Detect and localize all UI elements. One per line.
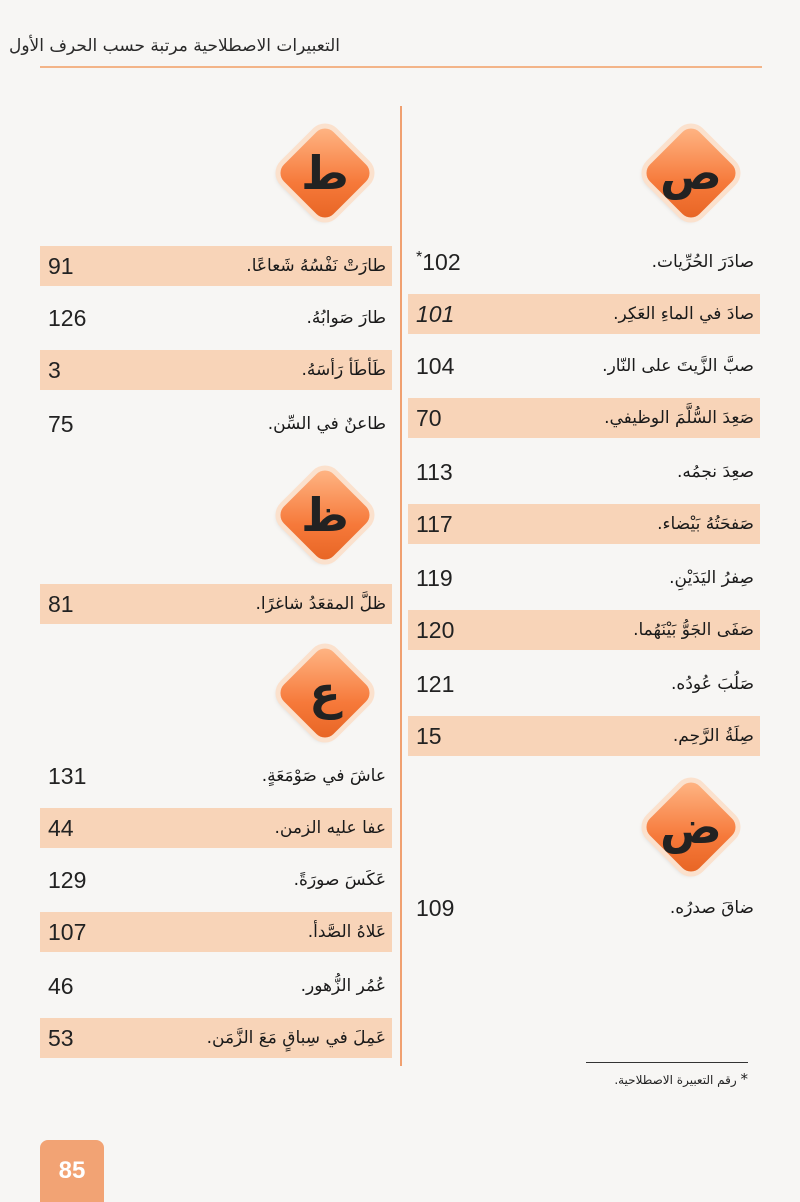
list-item: [408, 558, 760, 598]
list-item: [40, 756, 392, 796]
header-rule: [40, 66, 762, 68]
list-item: [408, 610, 760, 650]
list-item: [40, 860, 392, 900]
list-item: [40, 1018, 392, 1058]
badge-letter: ض: [660, 800, 722, 854]
list-item: [408, 664, 760, 704]
entry-number: 119: [416, 564, 453, 591]
entry-phrase: صَعِدَ السُّلَّمَ الوظيفي.: [604, 408, 754, 428]
entry-number: 46: [48, 972, 74, 999]
entry-number: 117: [416, 510, 453, 537]
footnote: [614, 1070, 748, 1088]
entry-phrase: عاشَ في صَوْمَعَةٍ.: [261, 766, 386, 786]
list-item: [40, 912, 392, 952]
entry-phrase: عفا عليه الزمن.: [274, 818, 386, 838]
entry-phrase: عَمِلَ في سِباقٍ مَعَ الزَّمَن.: [206, 1028, 386, 1048]
footnote-text: رقم التعبيرة الاصطلاحية.: [614, 1073, 737, 1087]
footnote-marker: *: [740, 1070, 748, 1088]
entry-phrase: صَلُبَ عُودُه.: [671, 674, 754, 694]
letter-badge-ain: [276, 644, 374, 742]
entry-number: 91: [48, 252, 74, 279]
entry-number: 131: [48, 762, 87, 789]
list-item: [40, 350, 392, 390]
entry-number: 129: [48, 866, 87, 893]
entry-phrase: عُمُر الزُّهور.: [300, 976, 386, 996]
entry-phrase: صبَّ الزَّيتَ على النّار.: [602, 356, 754, 376]
list-item: [40, 404, 392, 444]
entry-phrase: صَفَى الجَوُّ بَيْنَهُما.: [633, 620, 754, 640]
entry-phrase: ظلَّ المقعَدُ شاغرًا.: [255, 594, 386, 614]
entry-number: 120: [416, 616, 455, 643]
list-item: [408, 716, 760, 756]
list-item: [40, 584, 392, 624]
entry-phrase: صادَ في الماءِ العَكِر.: [613, 304, 754, 324]
entry-number: 107: [48, 918, 87, 945]
list-item: [408, 398, 760, 438]
entry-number: 3: [48, 356, 61, 383]
badge-letter: ظ: [301, 488, 349, 542]
entry-phrase: صعِدَ نجمُه.: [676, 462, 754, 482]
list-item: [40, 808, 392, 848]
entry-number: 104: [416, 352, 455, 379]
entry-number: 75: [48, 410, 74, 437]
letter-badge-za: [276, 466, 374, 564]
list-item: [408, 294, 760, 334]
entry-number: 121: [416, 670, 455, 697]
list-item: [408, 242, 760, 282]
entry-number: 15: [416, 722, 442, 749]
list-item: [408, 452, 760, 492]
entry-phrase: عَلاهُ الصَّدأ.: [307, 922, 386, 942]
page-header-title: التعبيرات الاصطلاحية مرتبة حسب الحرف الأول: [8, 36, 340, 56]
entry-phrase: صِلَةُ الرَّحِم.: [672, 726, 754, 746]
entry-number: 81: [48, 590, 74, 617]
entry-phrase: طَأطَأ رَأسَهُ.: [301, 360, 386, 380]
entry-phrase: طارَتْ نَفْسُهُ شَعاعًا.: [246, 256, 386, 276]
entry-phrase: صَفحَتُهُ بَيْضاء.: [657, 514, 754, 534]
entry-number-marker: *: [416, 248, 423, 266]
letter-badge-sad: [642, 124, 740, 222]
entry-phrase: عَكَسَ صورَةً.: [293, 870, 386, 890]
entry-number: 126: [48, 304, 87, 331]
entry-number: *102: [416, 248, 461, 275]
list-item: [40, 246, 392, 286]
entry-number: 109: [416, 894, 455, 921]
page-number: 85: [40, 1140, 104, 1202]
entry-number: 70: [416, 404, 442, 431]
column-divider: [400, 106, 402, 1066]
badge-letter: ط: [301, 146, 349, 200]
list-item: [408, 504, 760, 544]
list-item: [408, 888, 760, 928]
entry-phrase: صِفرُ اليَدَيْنِ.: [669, 568, 754, 588]
list-item: [408, 346, 760, 386]
list-item: [40, 966, 392, 1006]
entry-phrase: طاعنٌ في السِّن.: [267, 414, 386, 434]
footnote-rule: [586, 1062, 748, 1063]
entry-phrase: ضاقَ صدرُه.: [669, 898, 754, 918]
entry-number: 101: [416, 300, 455, 327]
badge-letter: ص: [660, 146, 722, 200]
letter-badge-ta: [276, 124, 374, 222]
list-item: [40, 298, 392, 338]
entry-number: 113: [416, 458, 453, 485]
entry-phrase: طارَ صَوابُهُ.: [306, 308, 386, 328]
entry-number: 53: [48, 1024, 74, 1051]
entry-phrase: صادَرَ الحُرِّيات.: [651, 252, 754, 272]
entry-number: 44: [48, 814, 74, 841]
letter-badge-dad: [642, 778, 740, 876]
badge-letter: ع: [309, 666, 341, 720]
